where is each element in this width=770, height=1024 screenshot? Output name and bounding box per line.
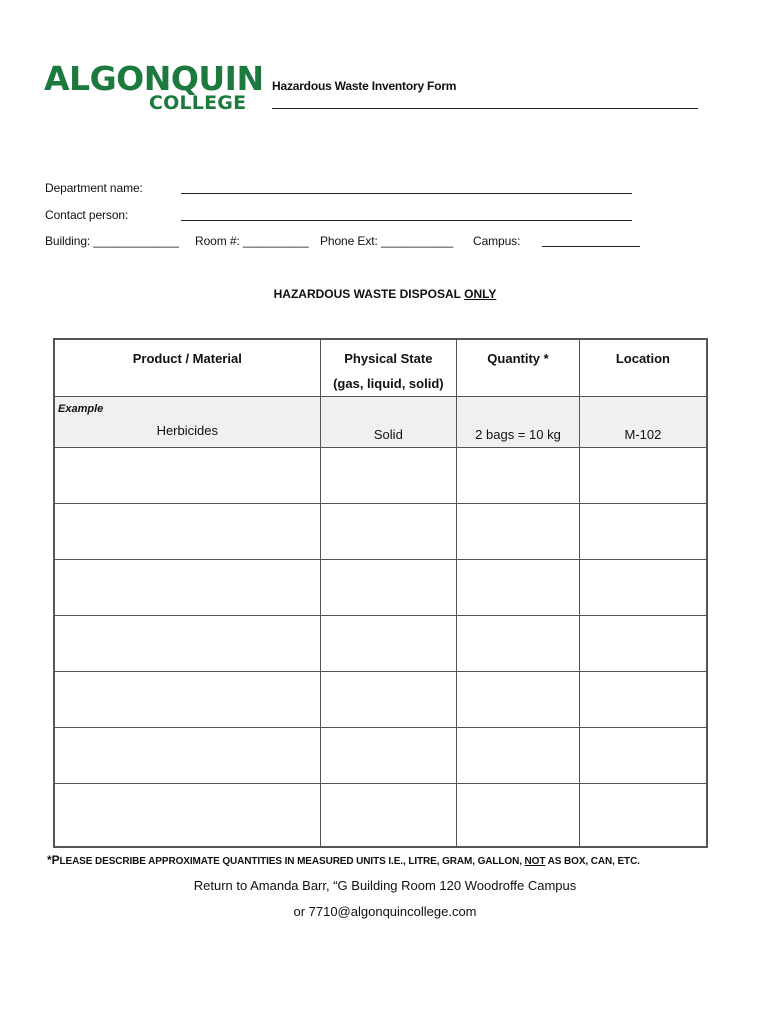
table-row [54, 616, 707, 672]
state-cell[interactable] [320, 448, 457, 504]
title-underline [272, 108, 698, 109]
table-row [54, 504, 707, 560]
section-title-emph: ONLY [464, 287, 497, 301]
quantity-cell[interactable] [457, 504, 580, 560]
table-row [54, 728, 707, 784]
table-row [54, 672, 707, 728]
room-field[interactable]: Room #: __________ [195, 234, 309, 248]
table-header-row [54, 339, 707, 397]
location-cell[interactable] [579, 560, 707, 616]
location-cell[interactable] [579, 672, 707, 728]
header-quantity: Quantity * [457, 339, 580, 397]
header-physical-state: Physical State (gas, liquid, solid) [320, 339, 457, 397]
return-email: or 7710@algonquincollege.com [293, 904, 477, 919]
product-cell[interactable] [54, 728, 320, 784]
example-row [54, 397, 707, 448]
form-title: Hazardous Waste Inventory Form [272, 79, 457, 93]
contact-label: Contact person: [45, 208, 129, 222]
inventory-table [53, 338, 708, 848]
section-title [0, 287, 770, 301]
product-cell[interactable] [54, 504, 320, 560]
department-field[interactable] [181, 193, 632, 194]
product-cell[interactable] [54, 448, 320, 504]
state-cell[interactable] [320, 784, 457, 848]
quantity-footnote: *PLEASE DESCRIBE APPROXIMATE QUANTITIES IN MEASURED UNITS I.E., LITRE, GRAM, GALLON, NOT AS BOX, CAN, ETC. [47, 853, 640, 867]
section-title-main: HAZARDOUS WASTE DISPOSAL [273, 287, 465, 301]
quantity-cell[interactable] [457, 448, 580, 504]
product-cell[interactable] [54, 672, 320, 728]
location-cell[interactable] [579, 784, 707, 848]
quantity-cell[interactable] [457, 728, 580, 784]
example-state: Solid [373, 427, 403, 442]
state-cell[interactable] [320, 504, 457, 560]
example-location: M-102 [624, 427, 662, 442]
example-quantity: 2 bags = 10 kg [475, 427, 561, 442]
quantity-cell[interactable] [457, 784, 580, 848]
department-label: Department name: [45, 181, 143, 195]
quantity-cell[interactable] [457, 616, 580, 672]
header-location: Location [579, 339, 707, 397]
example-product: Herbicides [156, 423, 218, 438]
location-cell[interactable] [579, 616, 707, 672]
campus-field[interactable] [542, 246, 640, 247]
example-quantity-cell [457, 397, 580, 448]
footnote-not: NOT [524, 856, 546, 867]
return-instructions: Return to Amanda Barr, “G Building Room 120 Woodroffe Campus [193, 878, 577, 893]
logo-algonquin: ALGONQUIN [44, 59, 264, 98]
table-row [54, 560, 707, 616]
location-cell[interactable] [579, 728, 707, 784]
product-cell[interactable] [54, 616, 320, 672]
location-cell[interactable] [579, 448, 707, 504]
state-cell[interactable] [320, 672, 457, 728]
example-product-cell [54, 397, 320, 448]
state-cell[interactable] [320, 560, 457, 616]
campus-label: Campus: [473, 234, 521, 248]
example-label: Example [58, 403, 104, 415]
product-cell[interactable] [54, 560, 320, 616]
building-field[interactable]: Building: _____________ [45, 234, 179, 248]
table-row [54, 448, 707, 504]
logo-college: COLLEGE [149, 92, 247, 114]
example-location-cell [579, 397, 707, 448]
header-product: Product / Material [54, 339, 320, 397]
location-cell[interactable] [579, 504, 707, 560]
contact-field[interactable] [181, 220, 632, 221]
state-cell[interactable] [320, 728, 457, 784]
example-state-cell [320, 397, 457, 448]
quantity-cell[interactable] [457, 672, 580, 728]
phone-ext-field[interactable]: Phone Ext: ___________ [320, 234, 454, 248]
state-cell[interactable] [320, 616, 457, 672]
quantity-cell[interactable] [457, 560, 580, 616]
product-cell[interactable] [54, 784, 320, 848]
table-row [54, 784, 707, 848]
